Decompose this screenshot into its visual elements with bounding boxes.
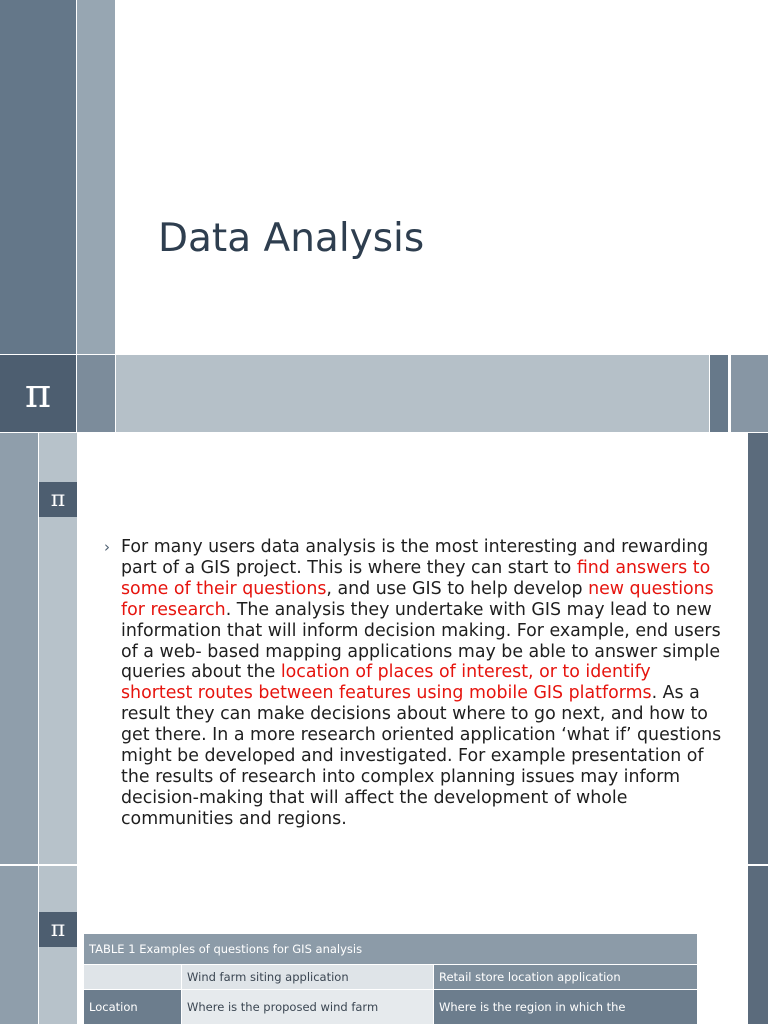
highlighted-phrase: new questions for research bbox=[121, 578, 714, 620]
title-slide-accent-bar bbox=[77, 0, 115, 354]
divider-right-block bbox=[731, 355, 768, 432]
pi-icon: π bbox=[39, 912, 77, 947]
pi-icon: π bbox=[24, 370, 52, 417]
content-slide-right-bar bbox=[748, 433, 768, 864]
paragraph-segment: . As a result they can make decisions about where to go next, and how to get there. In a more research oriented application ‘what if’ questions might be developed and investigated. For example presentation of the results of research into complex planning issues may inform decision-making that will affect the development of whole communities and regions. bbox=[121, 683, 722, 829]
bullet-paragraph bbox=[104, 537, 724, 830]
highlighted-phrase: find answers to some of their questions bbox=[121, 557, 711, 599]
table-cell: Where is the proposed wind farm bbox=[182, 990, 433, 1024]
highlighted-phrase: location of places of interest, or to identify shortest routes between features using mobile GIS platforms bbox=[121, 662, 652, 704]
content-slide-left-bar bbox=[0, 433, 38, 864]
table-row-label: Location bbox=[84, 990, 181, 1024]
paragraph-segment: . The analysis they undertake with GIS may lead to new information that will inform decision making. For example, end users of a web- based mapping applications may be able to answer simple queries about the bbox=[121, 599, 721, 683]
table-header-cell: Wind farm siting application bbox=[182, 965, 433, 989]
table-slide-left-bar bbox=[0, 866, 38, 1024]
table-slide-right-bar bbox=[748, 866, 768, 1024]
slide-title: Data Analysis bbox=[158, 216, 425, 261]
bullet-chevron-icon: › bbox=[104, 538, 110, 556]
table-header-cell bbox=[84, 965, 181, 989]
divider-right-stripe bbox=[710, 355, 728, 432]
paragraph-text bbox=[121, 537, 724, 830]
table-cell: Where is the region in which the bbox=[434, 990, 697, 1024]
table-caption: TABLE 1 Examples of questions for GIS analysis bbox=[84, 934, 697, 964]
divider-mid-block bbox=[77, 355, 115, 432]
paragraph-segment: For many users data analysis is the most interesting and rewarding part of a GIS project. This is where they can start to bbox=[121, 537, 709, 578]
title-slide-left-bar bbox=[0, 0, 76, 354]
table-header-cell: Retail store location application bbox=[434, 965, 697, 989]
pi-icon: π bbox=[39, 482, 77, 517]
divider-light-band bbox=[116, 355, 709, 432]
paragraph-segment: , and use GIS to help develop bbox=[326, 578, 589, 599]
